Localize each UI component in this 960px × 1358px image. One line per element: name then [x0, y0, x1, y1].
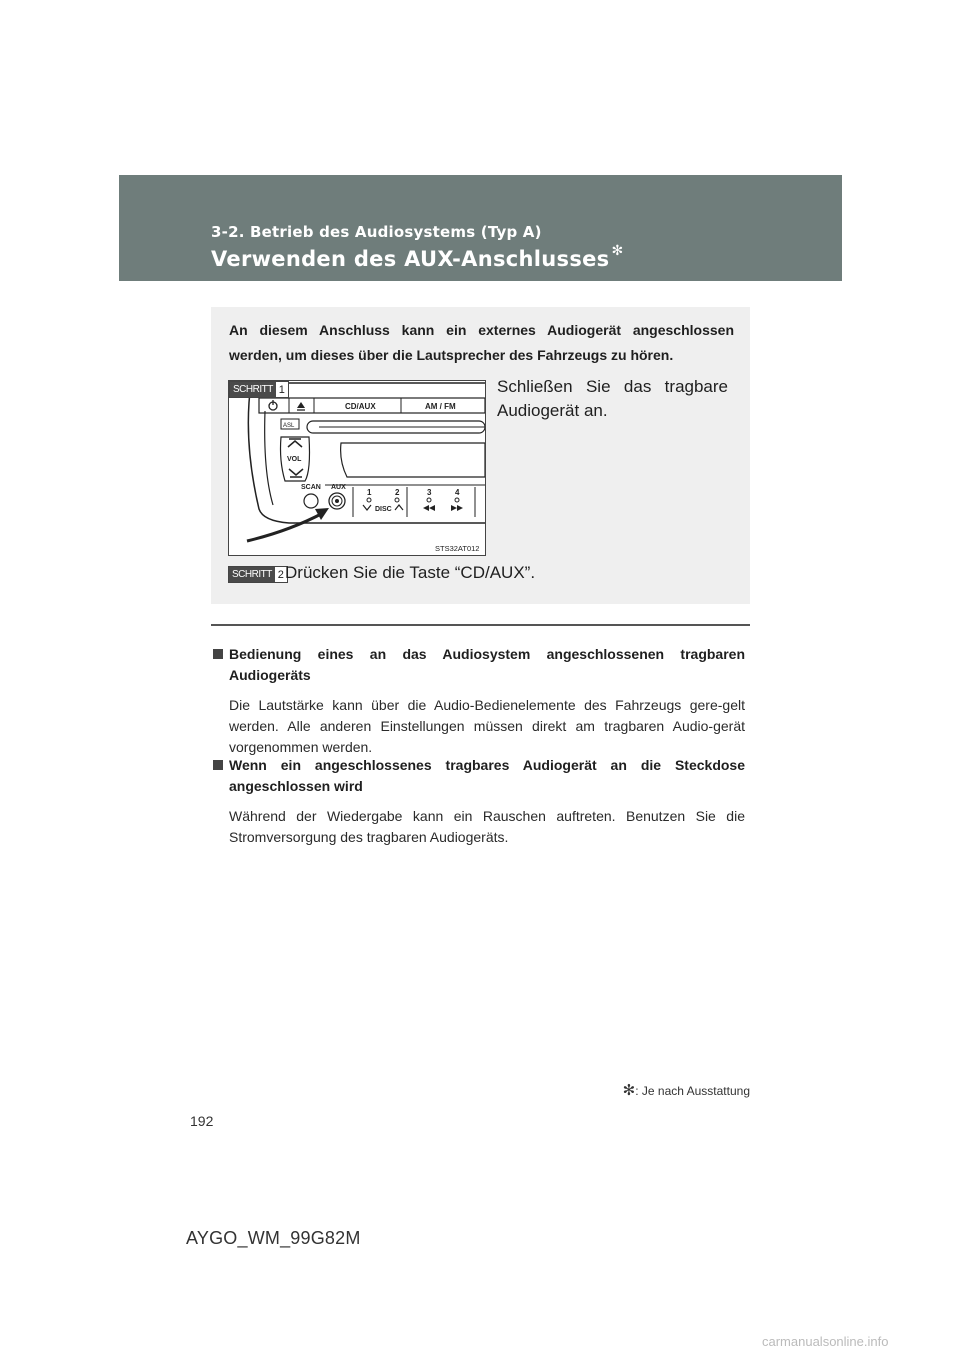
- step-1-label: SCHRITT: [230, 382, 276, 397]
- label-preset-2: 2: [395, 488, 400, 497]
- watermark: carmanualsonline.info: [762, 1334, 889, 1349]
- footnote: [623, 1081, 750, 1099]
- label-preset-3: 3: [427, 488, 432, 497]
- label-disc: DISC: [375, 506, 392, 513]
- info-item-2-heading: [213, 755, 745, 797]
- info-item-1-heading-text: Bedienung eines an das Audiosystem angeschlossenen tragbaren Audiogeräts: [229, 646, 745, 683]
- radio-illustration: [228, 380, 486, 556]
- footnote-text: : Je nach Ausstattung: [635, 1084, 750, 1098]
- step-2-badge: [228, 566, 288, 583]
- label-cd-aux: CD/AUX: [345, 402, 376, 411]
- info-item-1-heading: [213, 644, 745, 686]
- page-title: [211, 243, 624, 271]
- step-2-label: SCHRITT: [229, 567, 275, 582]
- svg-text:ASL: ASL: [283, 423, 295, 429]
- label-vol: VOL: [287, 456, 302, 463]
- section-divider: [211, 624, 750, 626]
- radio-panel-drawing: [229, 381, 485, 555]
- info-item-1: [213, 644, 745, 758]
- title-footnote-mark: ✻: [611, 243, 624, 259]
- footnote-mark: ✻: [622, 1082, 636, 1099]
- step-1-text: Schließen Sie das tragbare Audiogerät an.: [497, 377, 728, 420]
- document-code: AYGO_WM_99G82M: [186, 1228, 361, 1248]
- page-number: 192: [190, 1113, 214, 1129]
- info-item-2-heading-text: Wenn ein angeschlossenes tragbares Audiogerät an die Steckdose angeschlossen wird: [229, 757, 745, 794]
- label-aux: AUX: [331, 484, 346, 491]
- step-1-number: 1: [276, 382, 288, 397]
- intro-text: An diesem Anschluss kann ein externes Audiogerät angeschlossen werden, um dieses über die Lautsprecher des Fahrzeugs zu hören.: [229, 322, 734, 363]
- illustration-code: STS32AT012: [435, 544, 480, 553]
- label-scan: SCAN: [301, 484, 321, 491]
- info-item-2-body: Während der Wiedergabe kann ein Rauschen auftreten. Benutzen Sie die Stromversorgung des tragbaren Audiogeräts.: [229, 808, 745, 845]
- intro-box: [211, 307, 750, 604]
- section-label: 3-2. Betrieb des Audiosystems (Typ A): [211, 223, 542, 241]
- square-bullet-icon: [213, 649, 223, 659]
- step-1-badge: [229, 381, 289, 398]
- page-header: [119, 175, 842, 281]
- page-title-text: Verwenden des AUX-Anschlusses: [211, 247, 610, 271]
- info-item-2: [213, 755, 745, 848]
- step-2-number: 2: [275, 567, 287, 582]
- label-am-fm: AM / FM: [425, 402, 456, 411]
- step-2-text: Drücken Sie die Taste “CD/AUX”.: [285, 563, 536, 582]
- square-bullet-icon: [213, 760, 223, 770]
- label-preset-1: 1: [367, 488, 372, 497]
- label-preset-4: 4: [455, 488, 460, 497]
- info-item-1-body: Die Lautstärke kann über die Audio-Bedienelemente des Fahrzeugs gere-gelt werden. Alle anderen Einstellungen müssen direkt am tragbaren Audio-gerät vorgenommen werden.: [229, 697, 745, 755]
